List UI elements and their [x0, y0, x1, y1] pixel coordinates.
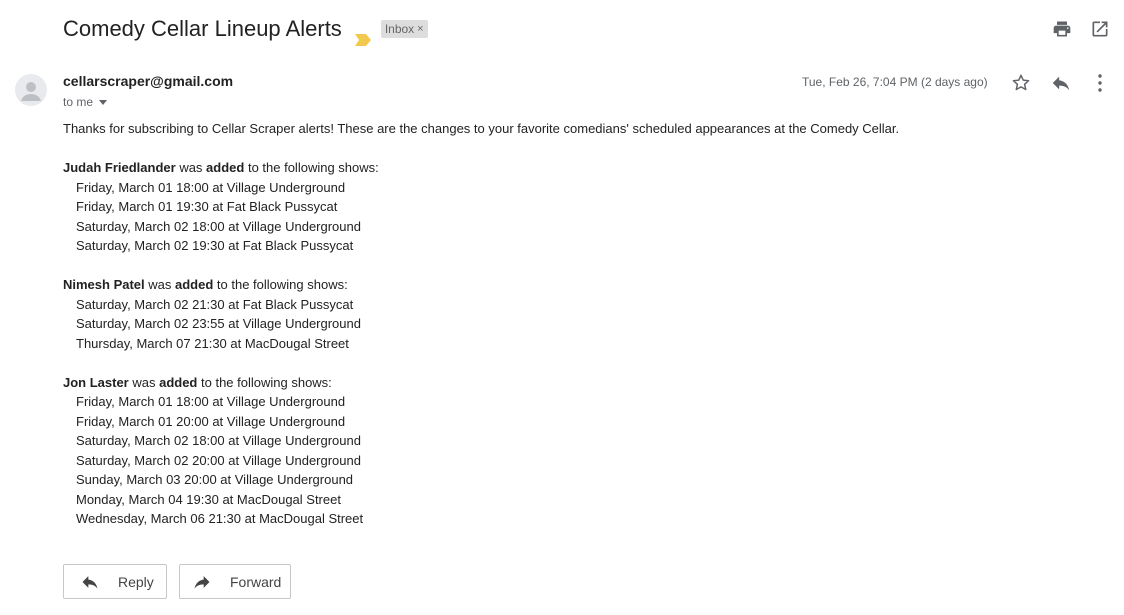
heading-text: was: [128, 374, 160, 390]
reply-forward-bar: [63, 564, 291, 599]
sections-container: [63, 158, 1063, 529]
show-listing: Monday, March 04 19:30 at MacDougal Street: [76, 491, 341, 507]
star-icon[interactable]: [1010, 72, 1032, 94]
importance-marker-icon[interactable]: [355, 24, 371, 36]
comedian-name: Judah Friedlander: [63, 160, 176, 175]
show-listing: Thursday, March 07 21:30 at MacDougal Street: [76, 335, 349, 351]
email-subject: Comedy Cellar Lineup Alerts: [63, 16, 342, 41]
show-listing: Friday, March 01 18:00 at Village Underground: [76, 179, 346, 195]
inbox-label-text: Inbox: [384, 22, 415, 36]
chevron-down-icon[interactable]: [99, 100, 107, 105]
recipient-text: to me: [63, 95, 94, 109]
message-date: Tue, Feb 26, 7:04 PM (2 days ago): [802, 75, 988, 89]
comedian-section: [63, 373, 1063, 529]
open-in-new-window-icon[interactable]: [1090, 19, 1110, 39]
message-body: [63, 119, 1063, 529]
reply-icon: [80, 572, 100, 592]
forward-icon: [192, 572, 212, 592]
show-listing: Friday, March 01 18:00 at Village Underground: [76, 394, 346, 409]
inbox-label-chip[interactable]: [381, 20, 428, 38]
show-listing: Saturday, March 02 23:55 at Village Underground: [76, 316, 361, 331]
heading-text: to the following shows:: [197, 374, 332, 390]
default-avatar-icon: [15, 74, 47, 106]
heading-text: was: [144, 277, 175, 292]
show-listing: Saturday, March 02 20:00 at Village Underground: [76, 452, 361, 468]
reply-button[interactable]: [63, 564, 167, 599]
show-listing: Saturday, March 02 18:00 at Village Underground: [76, 433, 361, 448]
sender-email[interactable]: cellarscraper@gmail.com: [63, 73, 234, 89]
change-action: added: [175, 277, 214, 292]
change-action: added: [159, 374, 198, 390]
forward-button[interactable]: [179, 564, 291, 599]
show-listing: Sunday, March 03 20:00 at Village Underground: [76, 472, 354, 487]
comedian-section: [63, 275, 1063, 353]
remove-label-icon[interactable]: ×: [417, 23, 424, 35]
show-listing: Friday, March 01 20:00 at Village Underground: [76, 413, 346, 429]
show-listing: Saturday, March 02 18:00 at Village Underground: [76, 218, 361, 234]
intro-text: Thanks for subscribing to Cellar Scraper alerts! These are the changes to your favorite comedians' scheduled appearances at the Comedy Cellar.: [63, 121, 900, 136]
comedian-heading: [63, 158, 1063, 178]
comedian-heading: [63, 275, 1063, 295]
show-listing: Saturday, March 02 21:30 at Fat Black Pussycat: [76, 296, 354, 312]
email-subject-row: [63, 14, 428, 44]
print-icon[interactable]: [1052, 19, 1072, 39]
heading-text: to the following shows:: [213, 277, 348, 292]
comedian-name: Jon Laster: [63, 374, 129, 390]
change-action: added: [206, 160, 245, 175]
recipient-line[interactable]: [63, 95, 107, 109]
comedian-heading: [63, 373, 1063, 393]
heading-text: to the following shows:: [244, 160, 379, 175]
more-vert-icon[interactable]: [1090, 72, 1110, 94]
show-listing: Saturday, March 02 19:30 at Fat Black Pussycat: [76, 238, 354, 253]
show-listing: Friday, March 01 19:30 at Fat Black Pussycat: [76, 199, 338, 214]
show-listing: Wednesday, March 06 21:30 at MacDougal Street: [76, 511, 364, 526]
reply-icon[interactable]: [1050, 72, 1072, 94]
forward-label: Forward: [230, 573, 282, 590]
reply-label: Reply: [118, 573, 154, 590]
thread-actions: [1052, 19, 1110, 39]
heading-text: was: [175, 160, 207, 175]
message-actions: [1010, 72, 1110, 94]
comedian-section: [63, 158, 1063, 256]
comedian-name: Nimesh Patel: [63, 277, 145, 292]
